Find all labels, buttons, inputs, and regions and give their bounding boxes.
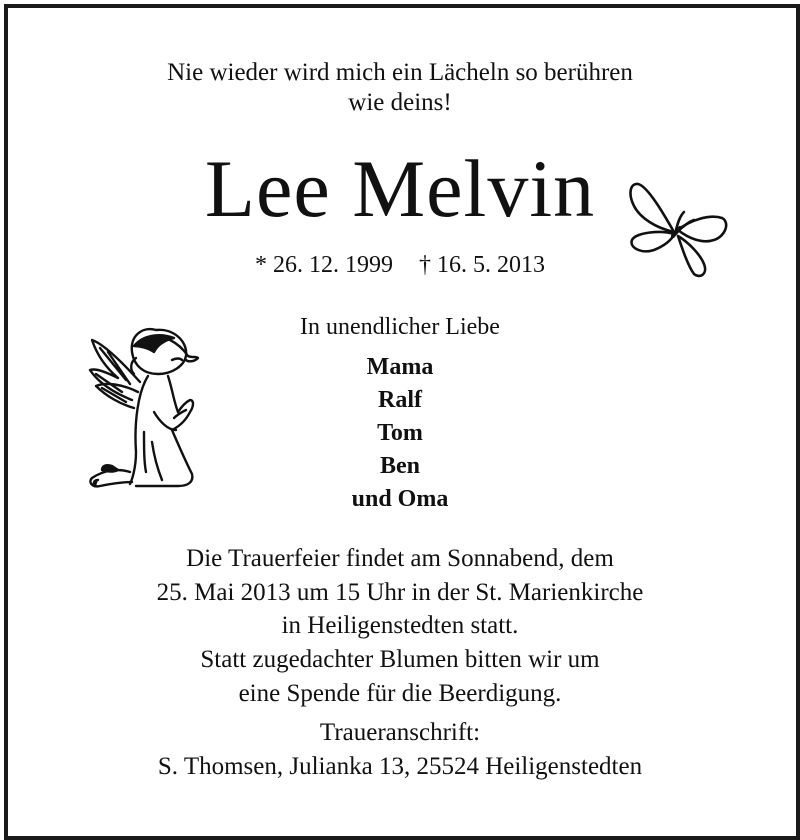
dedication: In unendlicher Liebe [300, 314, 500, 340]
service-line-2: 25. Mai 2013 um 15 Uhr in der St. Marienkirche [156, 579, 644, 606]
address: S. Thomsen, Julianka 13, 25524 Heiligenstedten [157, 753, 643, 780]
service-line-5: eine Spende für die Beerdigung. [238, 680, 562, 707]
family-member: und Oma [351, 486, 449, 512]
butterfly-icon [626, 178, 730, 280]
motto-line-2: wie deins! [348, 89, 452, 116]
motto-line-1: Nie wieder wird mich ein Lächeln so berühren [167, 59, 633, 86]
service-line-3: in Heiligenstedten statt. [281, 612, 519, 639]
family-member: Tom [377, 420, 423, 446]
death-date: † 16. 5. 2013 [419, 252, 545, 278]
deceased-name: Lee Melvin [204, 143, 596, 234]
family-member: Ben [379, 453, 420, 479]
service-line-4: Statt zugedachter Blumen bitten wir um [200, 646, 600, 673]
family-member: Ralf [378, 387, 422, 413]
family-member: Mama [366, 354, 434, 380]
praying-angel-icon [82, 322, 212, 502]
address-label: Traueranschrift: [319, 719, 481, 746]
birth-date: * 26. 12. 1999 [255, 252, 393, 278]
service-line-1: Die Trauerfeier findet am Sonnabend, dem [186, 545, 614, 572]
